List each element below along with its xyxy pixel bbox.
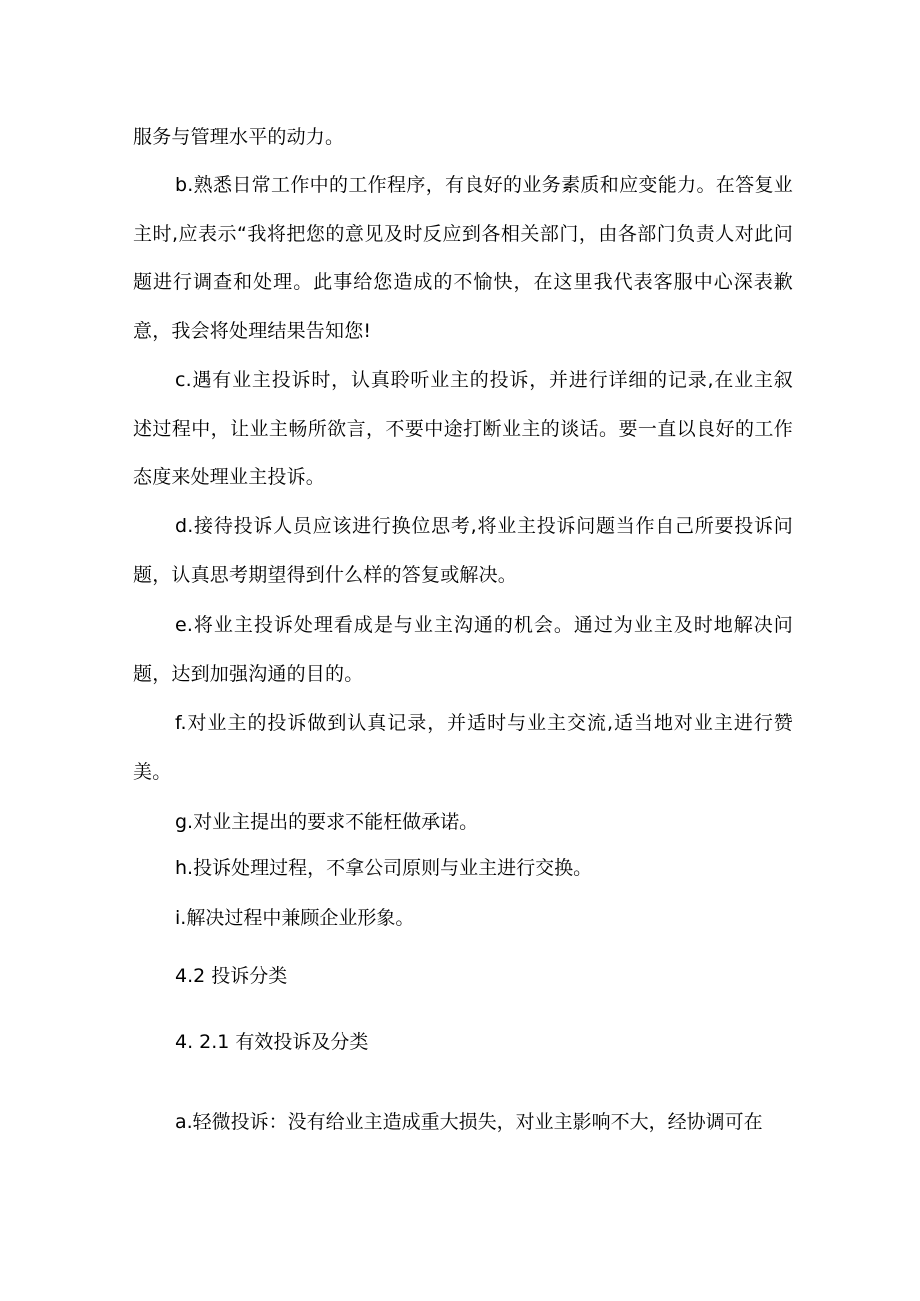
paragraph-continuation: 服务与管理水平的动力。 [133,126,345,148]
paragraph-c: c.遇有业主投诉时，认真聆听业主的投诉，并进行详细的记录,在业主叙述过程中，让业主畅所欲言，不要中途打断业主的谈话。要一直以良好的工作态度来处理业主投诉。 [133,369,793,488]
paragraph-h: h.投诉处理过程，不拿公司原则与业主进行交换。 [175,857,593,879]
paragraph-d: d.接待投诉人员应该进行换位思考,将业主投诉问题当作自己所要投诉问题，认真思考期望得到什么样的答复或解决。 [133,515,793,586]
paragraph-a: a.轻微投诉：没有给业主造成重大损失，对业主影响不大，经协调可在 [175,1111,763,1133]
paragraph-f: f.对业主的投诉做到认真记录，并适时与业主交流,适当地对业主进行赞美。 [133,712,793,783]
paragraph-i: i.解决过程中兼顾企业形象。 [175,907,415,929]
paragraph-g: g.对业主提出的要求不能枉做承诺。 [175,811,479,833]
heading-4-2-1: 4. 2.1 有效投诉及分类 [175,1031,369,1053]
heading-4-2: 4.2 投诉分类 [175,965,288,987]
paragraph-b: b.熟悉日常工作中的工作程序，有良好的业务素质和应变能力。在答复业主时,应表示“我将把您的意见及时反应到各相关部门，由各部门负责人对此问题进行调查和处理。此事给您造成的不愉快，在这里我代表客服中心深表歉意，我会将处理结果告知您! [133,174,793,342]
paragraph-e: e.将业主投诉处理看成是与业主沟通的机会。通过为业主及时地解决问题，达到加强沟通的目的。 [133,614,793,685]
